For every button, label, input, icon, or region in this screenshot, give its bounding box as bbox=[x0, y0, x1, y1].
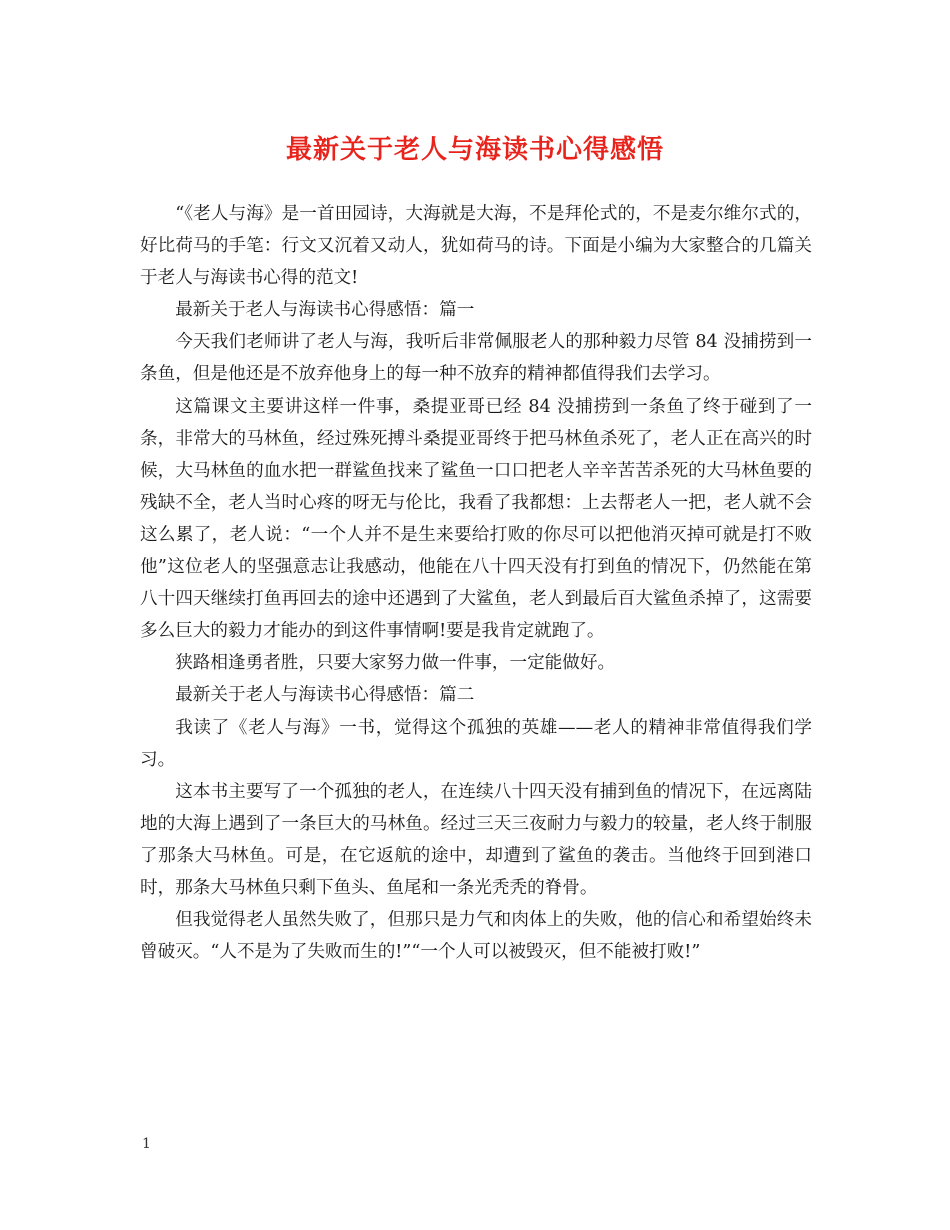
paragraph: 但我觉得老人虽然失败了，但那只是力气和肉体上的失败，他的信心和希望始终未曾破灭。“人不是为了失败而生的!”“一个人可以被毁灭，但不能被打败!” bbox=[140, 910, 812, 963]
section-heading-2: 最新关于老人与海读书心得感悟：篇二 bbox=[175, 685, 475, 706]
document-body bbox=[140, 198, 812, 968]
document-title: 最新关于老人与海读书心得感悟 bbox=[285, 135, 664, 165]
paragraph: 这本书主要写了一个孤独的老人，在连续八十四天没有捕到鱼的情况下，在远离陆地的大海上遇到了一条巨大的马林鱼。经过三天三夜耐力与毅力的较量，老人终于制服了那条大马林鱼。可是，在它返航的途中，却遭到了鲨鱼的袭击。当他终于回到港口时，那条大马林鱼只剩下鱼头、鱼尾和一条光秃秃的脊骨。 bbox=[140, 781, 812, 898]
paragraph: 这篇课文主要讲这样一件事，桑提亚哥已经 84 没捕捞到一条鱼了终于碰到了一条，非常大的马林鱼，经过殊死搏斗桑提亚哥终于把马林鱼杀死了，老人正在高兴的时候，大马林鱼的血水把一群鲨鱼找来了鲨鱼一口口把老人辛辛苦苦杀死的大马林鱼要的残缺不全，老人当时心疼的呀无与伦比，我看了我都想：上去帮老人一把，老人就不会这么累了，老人说：“一个人并不是生来要给打败的你尽可以把他消灭掉可就是打不败他”这位老人的坚强意志让我感动，他能在八十四天没有打到鱼的情况下，仍然能在第八十四天继续打鱼再回去的途中还遇到了大鲨鱼，老人到最后百大鲨鱼杀掉了，这需要多么巨大的毅力才能办的到这件事情啊!要是我肯定就跑了。 bbox=[140, 396, 812, 642]
page-number: 1 bbox=[142, 1136, 151, 1152]
intro-paragraph: “《老人与海》是一首田园诗，大海就是大海，不是拜伦式的，不是麦尔维尔式的，好比荷马的手笔：行文又沉着又动人，犹如荷马的诗。下面是小编为大家整合的几篇关于老人与海读书心得的范文! bbox=[140, 204, 812, 289]
section-heading-1: 最新关于老人与海读书心得感悟：篇一 bbox=[175, 300, 475, 321]
paragraph: 我读了《老人与海》一书，觉得这个孤独的英雄——老人的精神非常值得我们学习。 bbox=[140, 717, 812, 770]
paragraph: 狭路相逢勇者胜，只要大家努力做一件事，一定能做好。 bbox=[175, 653, 616, 674]
paragraph: 今天我们老师讲了老人与海，我听后非常佩服老人的那种毅力尽管 84 没捕捞到一条鱼，但是他还是不放弃他身上的每一种不放弃的精神都值得我们去学习。 bbox=[140, 332, 812, 385]
